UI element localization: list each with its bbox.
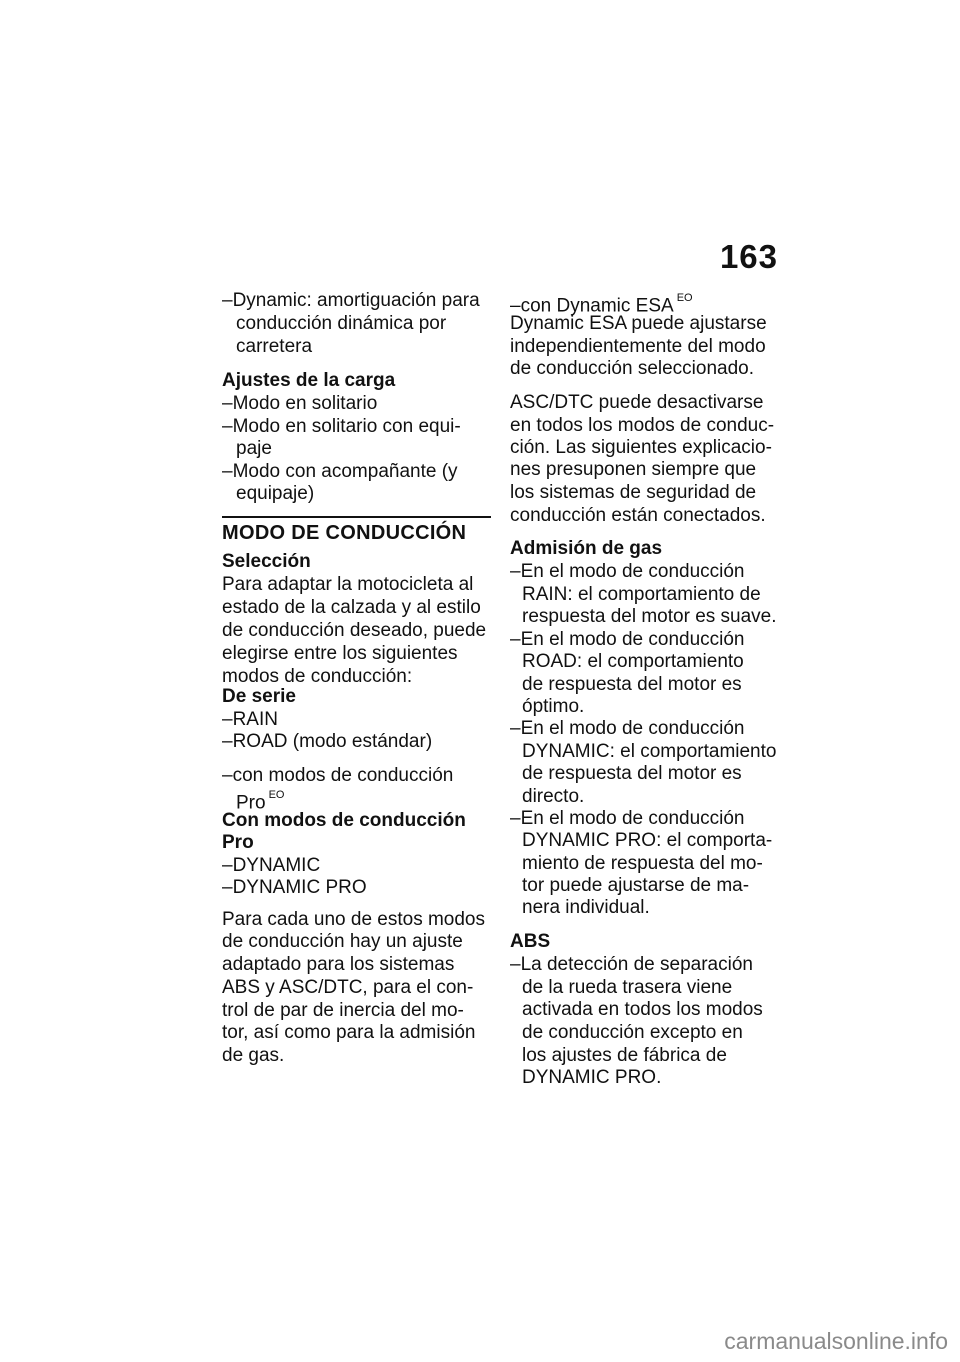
page-number: 163: [719, 238, 778, 275]
text-line: [222, 1022, 475, 1044]
line-text: conducción están conectados.: [510, 505, 766, 526]
text-line: [222, 977, 473, 999]
heading: [510, 538, 662, 560]
heading: [222, 686, 296, 708]
line-text: –En el modo de conducción: [510, 561, 745, 582]
line-text: ROAD: el comportamiento: [522, 651, 744, 672]
text-line: [522, 696, 584, 718]
text-line: [522, 584, 761, 606]
line-text: nes presuponen siempre que: [510, 459, 757, 480]
text-line: [222, 954, 454, 976]
list-item: [222, 855, 320, 877]
text-line: [522, 651, 744, 673]
line-text: –DYNAMIC PRO: [222, 877, 367, 898]
line-text: RAIN: el comportamiento de: [522, 584, 761, 605]
text-line: [236, 483, 314, 505]
line-text: Ajustes de la carga: [222, 370, 396, 391]
line-text: –Dynamic: amortiguación para: [222, 290, 480, 311]
text-line: [222, 931, 463, 953]
text-line: [222, 1045, 284, 1067]
line-text: modos de conducción:: [222, 666, 413, 687]
text-line: [510, 482, 756, 504]
list-item: [222, 461, 458, 483]
line-text: equipaje): [236, 483, 315, 504]
text-line: [522, 1022, 743, 1044]
text-line: [222, 620, 486, 642]
text-line: [522, 875, 749, 897]
line-text: en todos los modos de conduc-: [510, 415, 775, 436]
line-text: –ROAD (modo estándar): [222, 731, 433, 752]
text-line: [522, 674, 742, 696]
text-line: [522, 786, 584, 808]
line-text: –con Dynamic ESA: [510, 295, 674, 317]
text-line: [510, 392, 763, 414]
list-item: [222, 765, 453, 787]
list-item: [510, 561, 745, 583]
line-text: –En el modo de conducción: [510, 629, 745, 650]
line-text: DYNAMIC PRO: el comporta-: [522, 830, 773, 851]
line-text: de respuesta del motor es: [522, 763, 742, 784]
text-line: [222, 1000, 464, 1022]
line-text: Pro: [222, 832, 254, 853]
line-text: de gas.: [222, 1045, 285, 1066]
text-line: [222, 666, 412, 688]
line-text: Selección: [222, 551, 311, 572]
list-item: [222, 290, 480, 312]
line-text: –Modo en solitario: [222, 393, 378, 414]
heading: [222, 810, 466, 832]
line-text: de conducción hay un ajuste: [222, 931, 463, 952]
line-text: –En el modo de conducción: [510, 718, 745, 739]
text-line: [236, 336, 312, 358]
line-text: los ajustes de fábrica de: [522, 1045, 727, 1066]
list-item: [222, 709, 278, 731]
line-text: MODO DE CONDUCCIÓN: [222, 522, 467, 544]
heading: [222, 551, 311, 573]
text-line: [522, 1045, 727, 1067]
line-text: elegirse entre los siguientes: [222, 643, 458, 664]
optional-equipment-mark: EO: [268, 789, 285, 801]
line-text: –En el modo de conducción: [510, 808, 745, 829]
line-text: DYNAMIC: el comportamiento: [522, 741, 777, 762]
line-text: óptimo.: [522, 696, 585, 717]
heading: [222, 370, 395, 392]
text-line: [522, 830, 772, 852]
line-text: de la rueda trasera viene: [522, 977, 733, 998]
line-text: ABS y ASC/DTC, para el con-: [222, 977, 474, 998]
list-item: [510, 954, 753, 976]
line-text: –Modo en solitario con equi-: [222, 416, 461, 437]
line-text: tor, así como para la admisión: [222, 1022, 476, 1043]
line-text: Pro: [236, 792, 266, 814]
line-text: –RAIN: [222, 709, 278, 730]
heading: [222, 522, 466, 544]
line-text: –DYNAMIC: [222, 855, 321, 876]
line-text: DYNAMIC PRO.: [522, 1067, 662, 1088]
text-line: [522, 763, 742, 785]
line-text: Para cada uno de estos modos: [222, 909, 486, 930]
line-text: Dynamic ESA puede ajustarse: [510, 313, 767, 334]
text-line: [522, 977, 732, 999]
heading: [510, 931, 550, 953]
text-line: [510, 505, 766, 527]
line-text: adaptado para los sistemas: [222, 954, 455, 975]
line-text: Admisión de gas: [510, 538, 663, 559]
line-text: de respuesta del motor es: [522, 674, 742, 695]
line-text: activada en todos los modos: [522, 999, 763, 1020]
list-item: [510, 718, 745, 740]
text-line: [510, 437, 772, 459]
line-text: tor puede ajustarse de ma-: [522, 875, 750, 896]
line-text: ASC/DTC puede desactivarse: [510, 392, 764, 413]
line-text: de conducción seleccionado.: [510, 358, 755, 379]
list-item: [222, 877, 367, 899]
text-line: [222, 909, 485, 931]
line-text: –Modo con acompañante (y: [222, 461, 458, 482]
line-text: ción. Las siguientes explicacio-: [510, 437, 772, 458]
text-line: [522, 606, 777, 628]
text-line: [510, 336, 766, 358]
text-line: [510, 415, 774, 437]
line-text: De serie: [222, 686, 296, 707]
list-item: [222, 416, 461, 438]
list-item: [510, 808, 745, 830]
heading: [222, 832, 254, 854]
text-line: [236, 438, 272, 460]
line-text: de conducción excepto en: [522, 1022, 743, 1043]
line-text: –con modos de conducción: [222, 765, 454, 786]
text-line: [222, 643, 458, 665]
line-text: –La detección de separación: [510, 954, 753, 975]
watermark: carmanualsonline.info: [724, 1328, 948, 1354]
text-line: [236, 313, 446, 335]
list-item: [510, 629, 745, 651]
text-line: [236, 787, 285, 814]
list-item: [510, 290, 693, 317]
line-text: estado de la calzada y al estilo: [222, 597, 481, 618]
line-text: directo.: [522, 786, 585, 807]
list-item: [222, 393, 377, 415]
text-line: [522, 897, 650, 919]
line-text: de conducción deseado, puede: [222, 620, 487, 641]
line-text: nera individual.: [522, 897, 650, 918]
line-text: Con modos de conducción: [222, 810, 466, 831]
optional-equipment-mark: EO: [676, 292, 693, 304]
text-line: [222, 574, 473, 596]
line-text: trol de par de inercia del mo-: [222, 1000, 464, 1021]
list-item: [222, 731, 432, 753]
line-text: los sistemas de seguridad de: [510, 482, 757, 503]
line-text: independientemente del modo: [510, 336, 766, 357]
line-text: paje: [236, 438, 272, 459]
line-text: Para adaptar la motocicleta al: [222, 574, 474, 595]
line-text: conducción dinámica por: [236, 313, 447, 334]
section-divider: [222, 516, 491, 518]
line-text: carretera: [236, 336, 313, 357]
text-line: [522, 853, 763, 875]
line-text: miento de respuesta del mo-: [522, 853, 763, 874]
text-line: [522, 1067, 661, 1089]
text-line: [510, 358, 754, 380]
text-line: [522, 741, 776, 763]
line-text: ABS: [510, 931, 551, 952]
text-line: [222, 597, 481, 619]
line-text: respuesta del motor es suave.: [522, 606, 777, 627]
text-line: [522, 999, 763, 1021]
text-line: [510, 313, 767, 335]
text-line: [510, 459, 756, 481]
